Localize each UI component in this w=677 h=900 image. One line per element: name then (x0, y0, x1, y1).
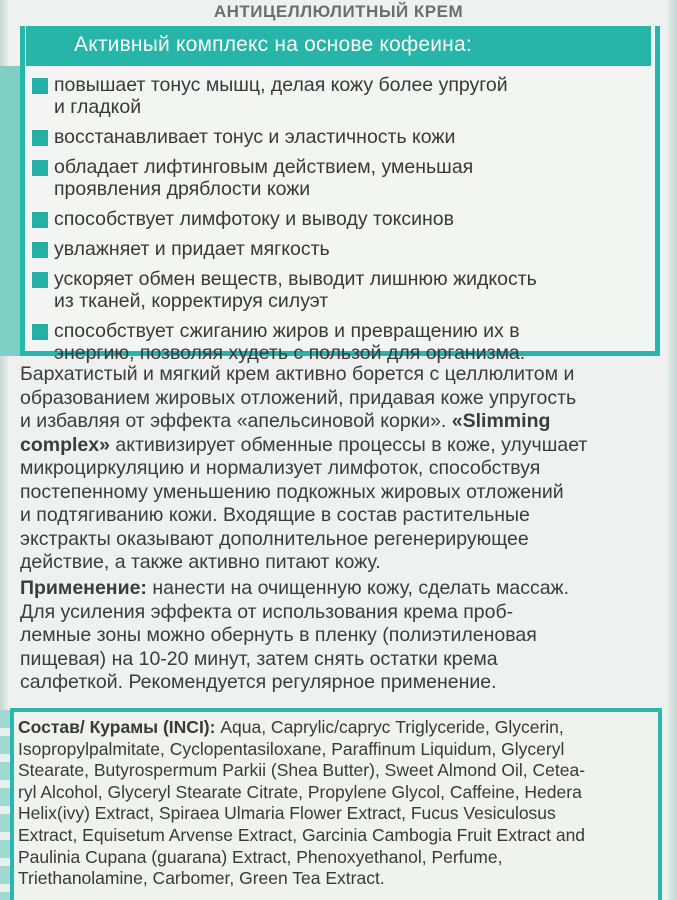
description-text: и избавляя от эффекта «апельсиновой корки». (20, 410, 452, 432)
application-line: Для усиления эффекта от использования крема проб- (20, 600, 514, 623)
square-bullet-icon (32, 324, 48, 340)
ingredients-line: Isopropylpalmitate, Cyclopentasiloxane, Paraffinum Liquidum, Glyceryl (18, 738, 565, 759)
benefit-item (30, 268, 650, 312)
benefit-line: повышает тонус мышц, делая кожу более упругой (54, 74, 508, 96)
ingredients-line: Helix(ivy) Extract, Spiraea Ulmaria Flower Extract, Fucus Vesiculosus (18, 803, 556, 824)
benefit-item (30, 156, 650, 200)
ingredients-label: Состав/ Курамы (INCI): (18, 717, 216, 737)
active-complex-heading: Активный комплекс на основе кофеина: (74, 33, 472, 56)
application-paragraph (20, 577, 660, 695)
description-line: микроциркуляцию и нормализует лимфоток, способствуя (20, 457, 541, 479)
square-bullet-icon (32, 78, 48, 94)
application-line: пищевая) на 10-20 минут, затем снять остатки крема (20, 647, 498, 670)
description-line: и подтягиванию кожи. Входящие в состав растительные (20, 504, 530, 526)
benefit-line: из тканей, корректируя силуэт (54, 290, 329, 312)
description-line: экстракты оказывают дополнительное регенерирующее (20, 527, 529, 550)
ingredients-line: ryl Alcohol, Glyceryl Stearate Citrate, Propylene Glycol, Caffeine, Hedera (18, 781, 582, 802)
decorative-stripe (0, 710, 10, 900)
description-line: образованием жировых отложений, придавая коже упругость (20, 386, 577, 409)
square-bullet-icon (32, 160, 48, 176)
package-right-edge (667, 0, 677, 900)
benefit-item (30, 74, 650, 118)
benefit-line: проявления дряблости кожи (54, 178, 311, 200)
benefit-line: увлажняет и придает мягкость (54, 238, 330, 260)
benefit-line: способствует лимфотоку и выводу токсинов (54, 208, 454, 230)
description-paragraph (20, 363, 660, 575)
ingredients-line: Extract, Equisetum Arvense Extract, Garcinia Cambogia Fruit Extract and (18, 824, 586, 845)
brand-name: complex» (20, 433, 110, 456)
brand-name: «Slimming (451, 410, 551, 432)
benefit-item (30, 126, 650, 148)
application-line: салфеткой. Рекомендуется регулярное применение. (20, 671, 497, 693)
ingredients-list (18, 717, 658, 890)
benefits-list (30, 66, 650, 364)
square-bullet-icon (32, 272, 48, 288)
ingredients-line: Triethanolamine, Carbomer, Green Tea Extract. (18, 868, 385, 889)
description-line (20, 434, 660, 458)
benefit-item (30, 320, 650, 364)
ingredients-line: Stearate, Butyrospermum Parkii (Shea Butter), Sweet Almond Oil, Cetea- (18, 760, 586, 781)
benefit-item (30, 238, 650, 260)
description-line: постепенному уменьшению подкожных жировых отложений (20, 480, 564, 503)
benefit-line: восстанавливает тонус и эластичность кожи (54, 126, 456, 148)
ingredients-text: Aqua, Caprylic/caprус Triglyceride, Glycerin, (215, 717, 564, 737)
application-text: нанести на очищенную кожу, сделать массаж. (146, 577, 570, 599)
ingredients-line: Paulinia Cupana (guarana) Extract, Phenoxyethanol, Perfume, (18, 846, 503, 867)
benefit-line: ускоряет обмен веществ, выводит лишнюю жидкость (54, 268, 537, 290)
application-line (20, 577, 660, 601)
benefit-line: способствует сжиганию жиров и превращению их в (54, 320, 520, 342)
square-bullet-icon (32, 242, 48, 258)
benefit-line: обладает лифтинговым действием, уменьшая (54, 156, 474, 178)
ingredients-line (18, 717, 658, 739)
description-text: активизирует обменные процессы в коже, улучшает (109, 433, 588, 456)
benefit-item (30, 208, 650, 230)
application-line: лемные зоны можно обернуть в пленку (полиэтиленовая (20, 624, 537, 646)
product-title: АНТИЦЕЛЛЮЛИТНЫЙ КРЕМ (213, 2, 464, 21)
description-line: Бархатистый и мягкий крем активно борется с целлюлитом и (20, 363, 575, 385)
decorative-stripe (0, 66, 20, 356)
benefit-line: энергию, позволяя худеть с пользой для организма. (54, 342, 526, 364)
square-bullet-icon (32, 130, 48, 146)
square-bullet-icon (32, 212, 48, 228)
description-line (20, 410, 660, 434)
benefit-line: и гладкой (54, 96, 142, 118)
application-label: Применение: (20, 577, 147, 599)
description-line: действие, а также активно питают кожу. (20, 551, 381, 573)
